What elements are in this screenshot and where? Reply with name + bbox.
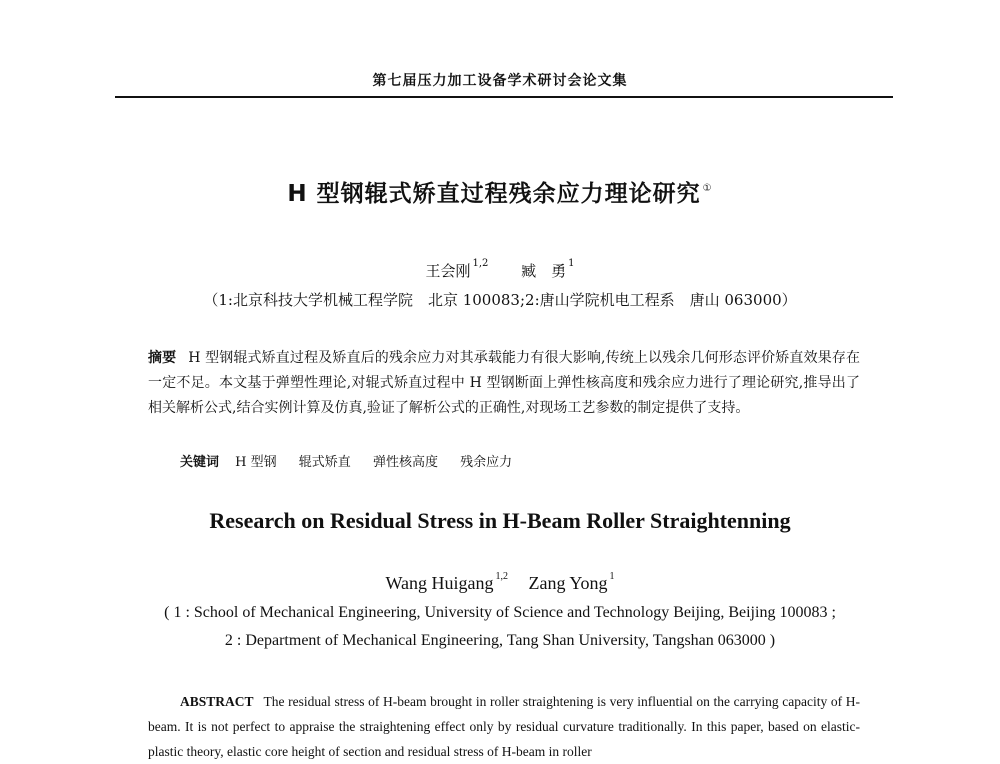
chinese-keywords-label: 关键词	[180, 455, 220, 470]
chinese-abstract	[148, 346, 860, 421]
chinese-author-2	[521, 258, 575, 280]
english-author-2-affil: 1	[609, 571, 615, 582]
title-footnote-mark: ①	[702, 183, 713, 194]
keyword: 辊式矫直	[298, 455, 351, 470]
chinese-affiliation: （1:北京科技大学机械工程学院 北京 100083;2:唐山学院机电工程系 唐山 063000）	[203, 291, 797, 309]
english-author-2-name: Zang Yong	[528, 573, 608, 593]
chinese-abstract-text: H 型钢辊式矫直过程及矫直后的残余应力对其承载能力有很大影响,传统上以残余几何形态评价矫直效果存在一定不足。本文基于弹塑性理论,对辊式矫直过程中 H 型钢断面上弹性核高度和残余应力进行了理论研究,推导出了相关解析公式,结合实例计算及仿真,验证了解析公式的正确性,对现场工艺参数的制定提供了支持。	[148, 350, 860, 416]
english-author-1-name: Wang Huigang	[385, 573, 494, 593]
chinese-author-1-name: 王会刚	[425, 262, 471, 280]
english-abstract-label: ABSTRACT	[180, 694, 254, 709]
keyword: H 型钢	[235, 455, 277, 470]
english-abstract	[148, 689, 860, 764]
running-header: 第七届压力加工设备学术研讨会论文集	[372, 73, 628, 89]
chinese-author-1	[425, 258, 489, 280]
english-title: Research on Residual Stress in H-Beam Roller Straightenning	[209, 508, 791, 533]
keyword: 弹性核高度	[372, 455, 438, 470]
chinese-author-1-affil: 1,2	[472, 258, 489, 269]
english-affiliation-line-1: ( 1 : School of Mechanical Engineering, University of Science and Technology Beijing, Beijing 100083 ;	[164, 604, 836, 621]
chinese-title-text: H 型钢辊式矫直过程残余应力理论研究	[287, 181, 701, 207]
chinese-author-2-affil: 1	[568, 258, 575, 269]
english-affiliation-line-2: 2 : Department of Mechanical Engineering, Tang Shan University, Tangshan 063000 )	[224, 632, 776, 649]
chinese-title	[0, 175, 1000, 208]
english-authors	[0, 571, 1000, 594]
keyword: 残余应力	[460, 455, 513, 470]
english-author-1-affil: 1,2	[495, 571, 508, 582]
english-author-1	[385, 573, 508, 593]
chinese-keywords	[180, 451, 530, 470]
chinese-authors	[0, 258, 1000, 281]
chinese-abstract-label: 摘要	[148, 350, 177, 366]
chinese-author-2-name: 臧 勇	[521, 262, 567, 280]
english-abstract-text: The residual stress of H-beam brought in roller straightening is very influential on the carrying capacity of H-beam. It is not perfect to appraise the straightening effect only by residual curvature traditionally. In this paper, based on elastic-plastic theory, elastic core height of section and residual stress of H-beam in roller	[148, 694, 860, 759]
header-rule	[115, 96, 893, 98]
english-author-2	[529, 573, 615, 593]
